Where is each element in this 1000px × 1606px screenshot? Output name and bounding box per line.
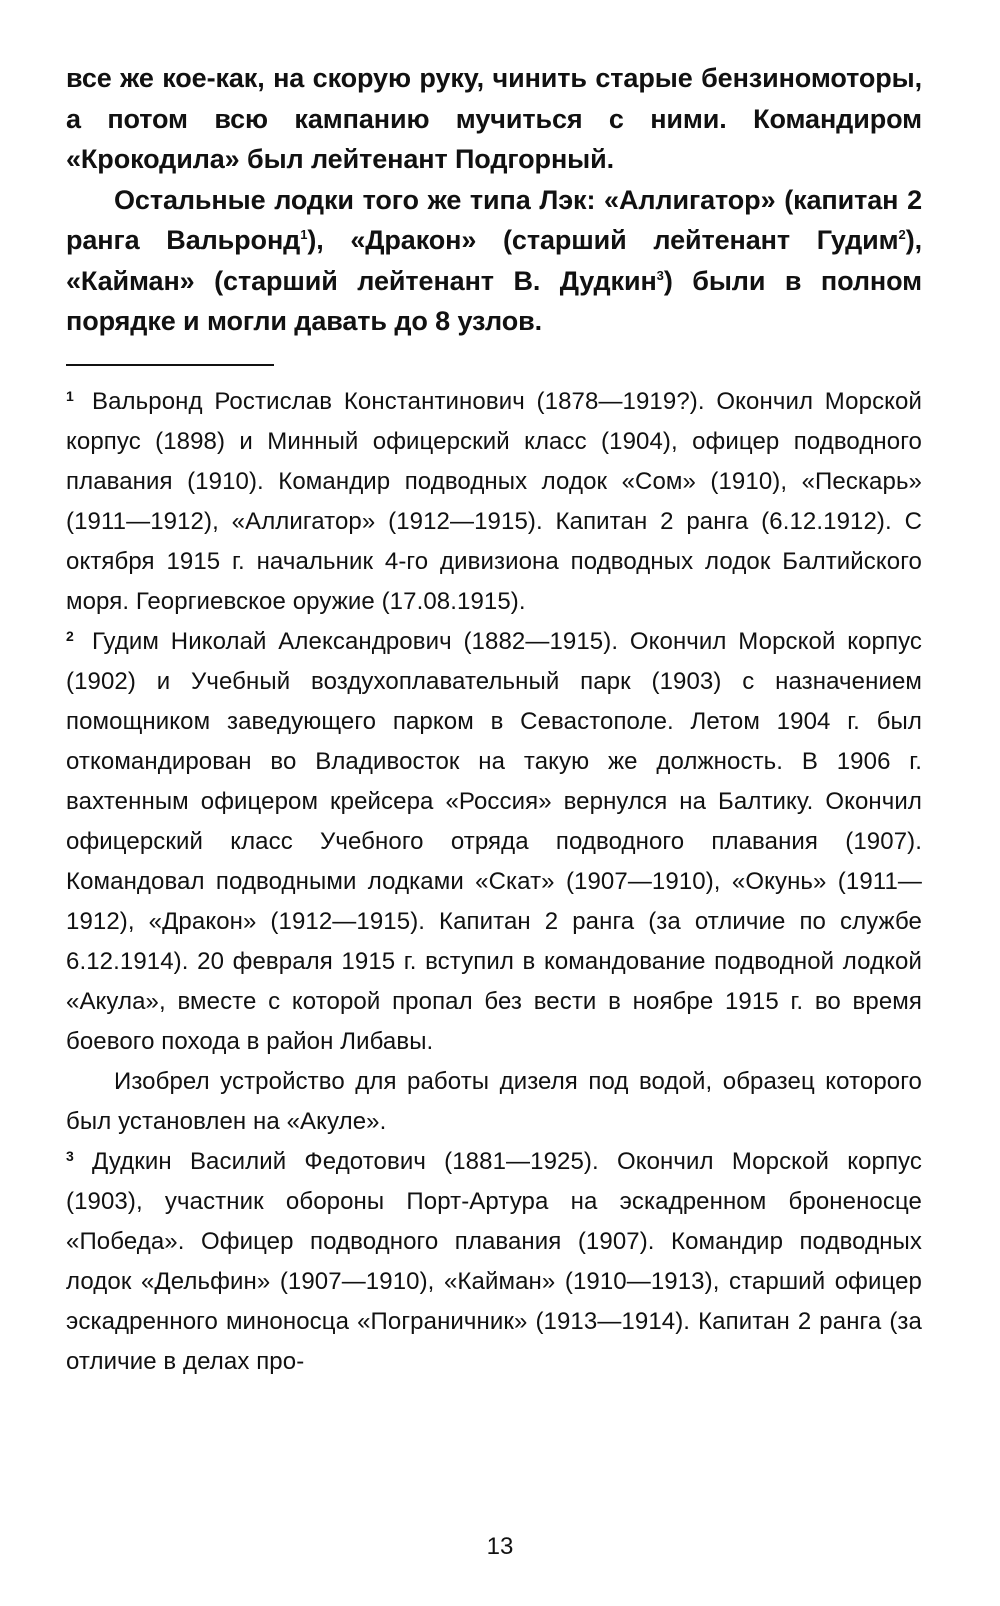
footnote-3: 3 Дудкин Василий Федотович (1881—1925). Окончил Морской корпус (1903), участник обороны Порт-Артура на эскадренном броненосце «Победа». Офицер подводного плавания (1907). Командир подводных лодок «Дельфин» (1907—1910), «Кайман» (1910—1913), старший офицер эскадренного миноносца «Пограничник» (1913—1914). Капитан 2 ранга (за отличие в делах про- bbox=[66, 1147, 922, 1375]
page-number: 13 bbox=[486, 1533, 514, 1560]
footnote-separator bbox=[66, 364, 274, 366]
footnote-ref-1: 1 bbox=[300, 227, 308, 242]
paragraph-2-part-d: ) были в полном порядке и могли давать до 8 узлов. bbox=[66, 265, 922, 336]
footnote-ref-3: 3 bbox=[656, 267, 664, 283]
footnote-1: 1 Вальронд Ростислав Константинович (1878—1919?). Окончил Морской корпус (1898) и Минный офицерский класс (1904), офицер подводного плавания (1910). Командир подводных лодок «Сом» (1910), «Пескарь» (1911—1912), «Аллигатор» (1912—1915). Капитан 2 ранга (6.12.1912). С октября 1915 г. начальник 4-го дивизиона подводных лодок Балтийского моря. Георгиевское оружие (17.08.1915). bbox=[66, 387, 922, 615]
paragraph-2 bbox=[66, 180, 922, 342]
footnote-2-continuation: Изобрел устройство для работы дизеля под водой, образец которого был установлен на «Акуле». bbox=[66, 1067, 922, 1135]
footnote-2-text: Гудим Николай Александрович (1882—1915). Окончил Морской корпус (1902) и Учебный воздухоплавательный парк (1903) с назначением помощником заведующего парком в Севастополе. Летом 1904 г. был откомандирован во Владивосток на такую же должность. В 1906 г. вахтенным офицером крейсера «Россия» вернулся на Балтику. Окончил офицерский класс Учебного отряда подводного плавания (1907). Командовал подводными лодками «Скат» (1907—1910), «Окунь» (1911—1912), «Дракон» (1912—1915). Капитан 2 ранга (за отличие по службе 6.12.1914). 20 февраля 1915 г. вступил в командование подводной лодкой «Акула», вместе с которой пропал без вести в ноябре 1915 г. во время боевого похода в район Либавы. bbox=[66, 627, 922, 1055]
footnote-ref-2: 2 bbox=[898, 227, 906, 242]
book-page bbox=[66, 58, 922, 1382]
main-text bbox=[66, 58, 922, 342]
footnote-2: 2 Гудим Николай Александрович (1882—1915). Окончил Морской корпус (1902) и Учебный воздухоплавательный парк (1903) с назначением помощником заведующего парком в Севастополе. Летом 1904 г. был откомандирован во Владивосток на такую же должность. В 1906 г. вахтенным офицером крейсера «Россия» вернулся на Балтику. Окончил офицерский класс Учебного отряда подводного плавания (1907). Командовал подводными лодками «Скат» (1907—1910), «Окунь» (1911—1912), «Дракон» (1912—1915). Капитан 2 ранга (за отличие по службе 6.12.1914). 20 февраля 1915 г. вступил в командование подводной лодкой «Акула», вместе с которой пропал без вести в ноябре 1915 г. во время боевого похода в район Либавы. bbox=[66, 627, 922, 1055]
paragraph-2-part-a: Остальные лодки того же типа Лэк: «Аллигатор» (капитан 2 ранга Вальронд bbox=[66, 184, 922, 255]
footnote-3-text: Дудкин Василий Федотович (1881—1925). Окончил Морской корпус (1903), участник обороны Порт-Артура на эскадренном броненосце «Победа». Офицер подводного плавания (1907). Командир подводных лодок «Дельфин» (1907—1910), «Кайман» (1910—1913), старший офицер эскадренного миноносца «Пограничник» (1913—1914). Капитан 2 ранга (за отличие в делах про- bbox=[66, 1147, 922, 1375]
paragraph-2-part-c: ), «Кайман» (старший лейтенант В. Дудкин bbox=[66, 225, 922, 296]
footnote-1-text: Вальронд Ростислав Константинович (1878—1919?). Окончил Морской корпус (1898) и Минный офицерский класс (1904), офицер подводного плавания (1910). Командир подводных лодок «Сом» (1910), «Пескарь» (1911—1912), «Аллигатор» (1912—1915). Капитан 2 ранга (6.12.1912). С октября 1915 г. начальник 4-го дивизиона подводных лодок Балтийского моря. Георгиевское оружие (17.08.1915). bbox=[66, 387, 922, 615]
footnotes bbox=[66, 382, 922, 1382]
paragraph-2-part-b: ), «Дракон» (старший лейтенант Гудим bbox=[307, 225, 899, 255]
paragraph-1: все же кое-как, на скорую руку, чинить старые бензиномоторы, а потом всю кампанию мучиться с ними. Командиром «Крокодила» был лейтенант Подгорный. bbox=[66, 63, 922, 174]
